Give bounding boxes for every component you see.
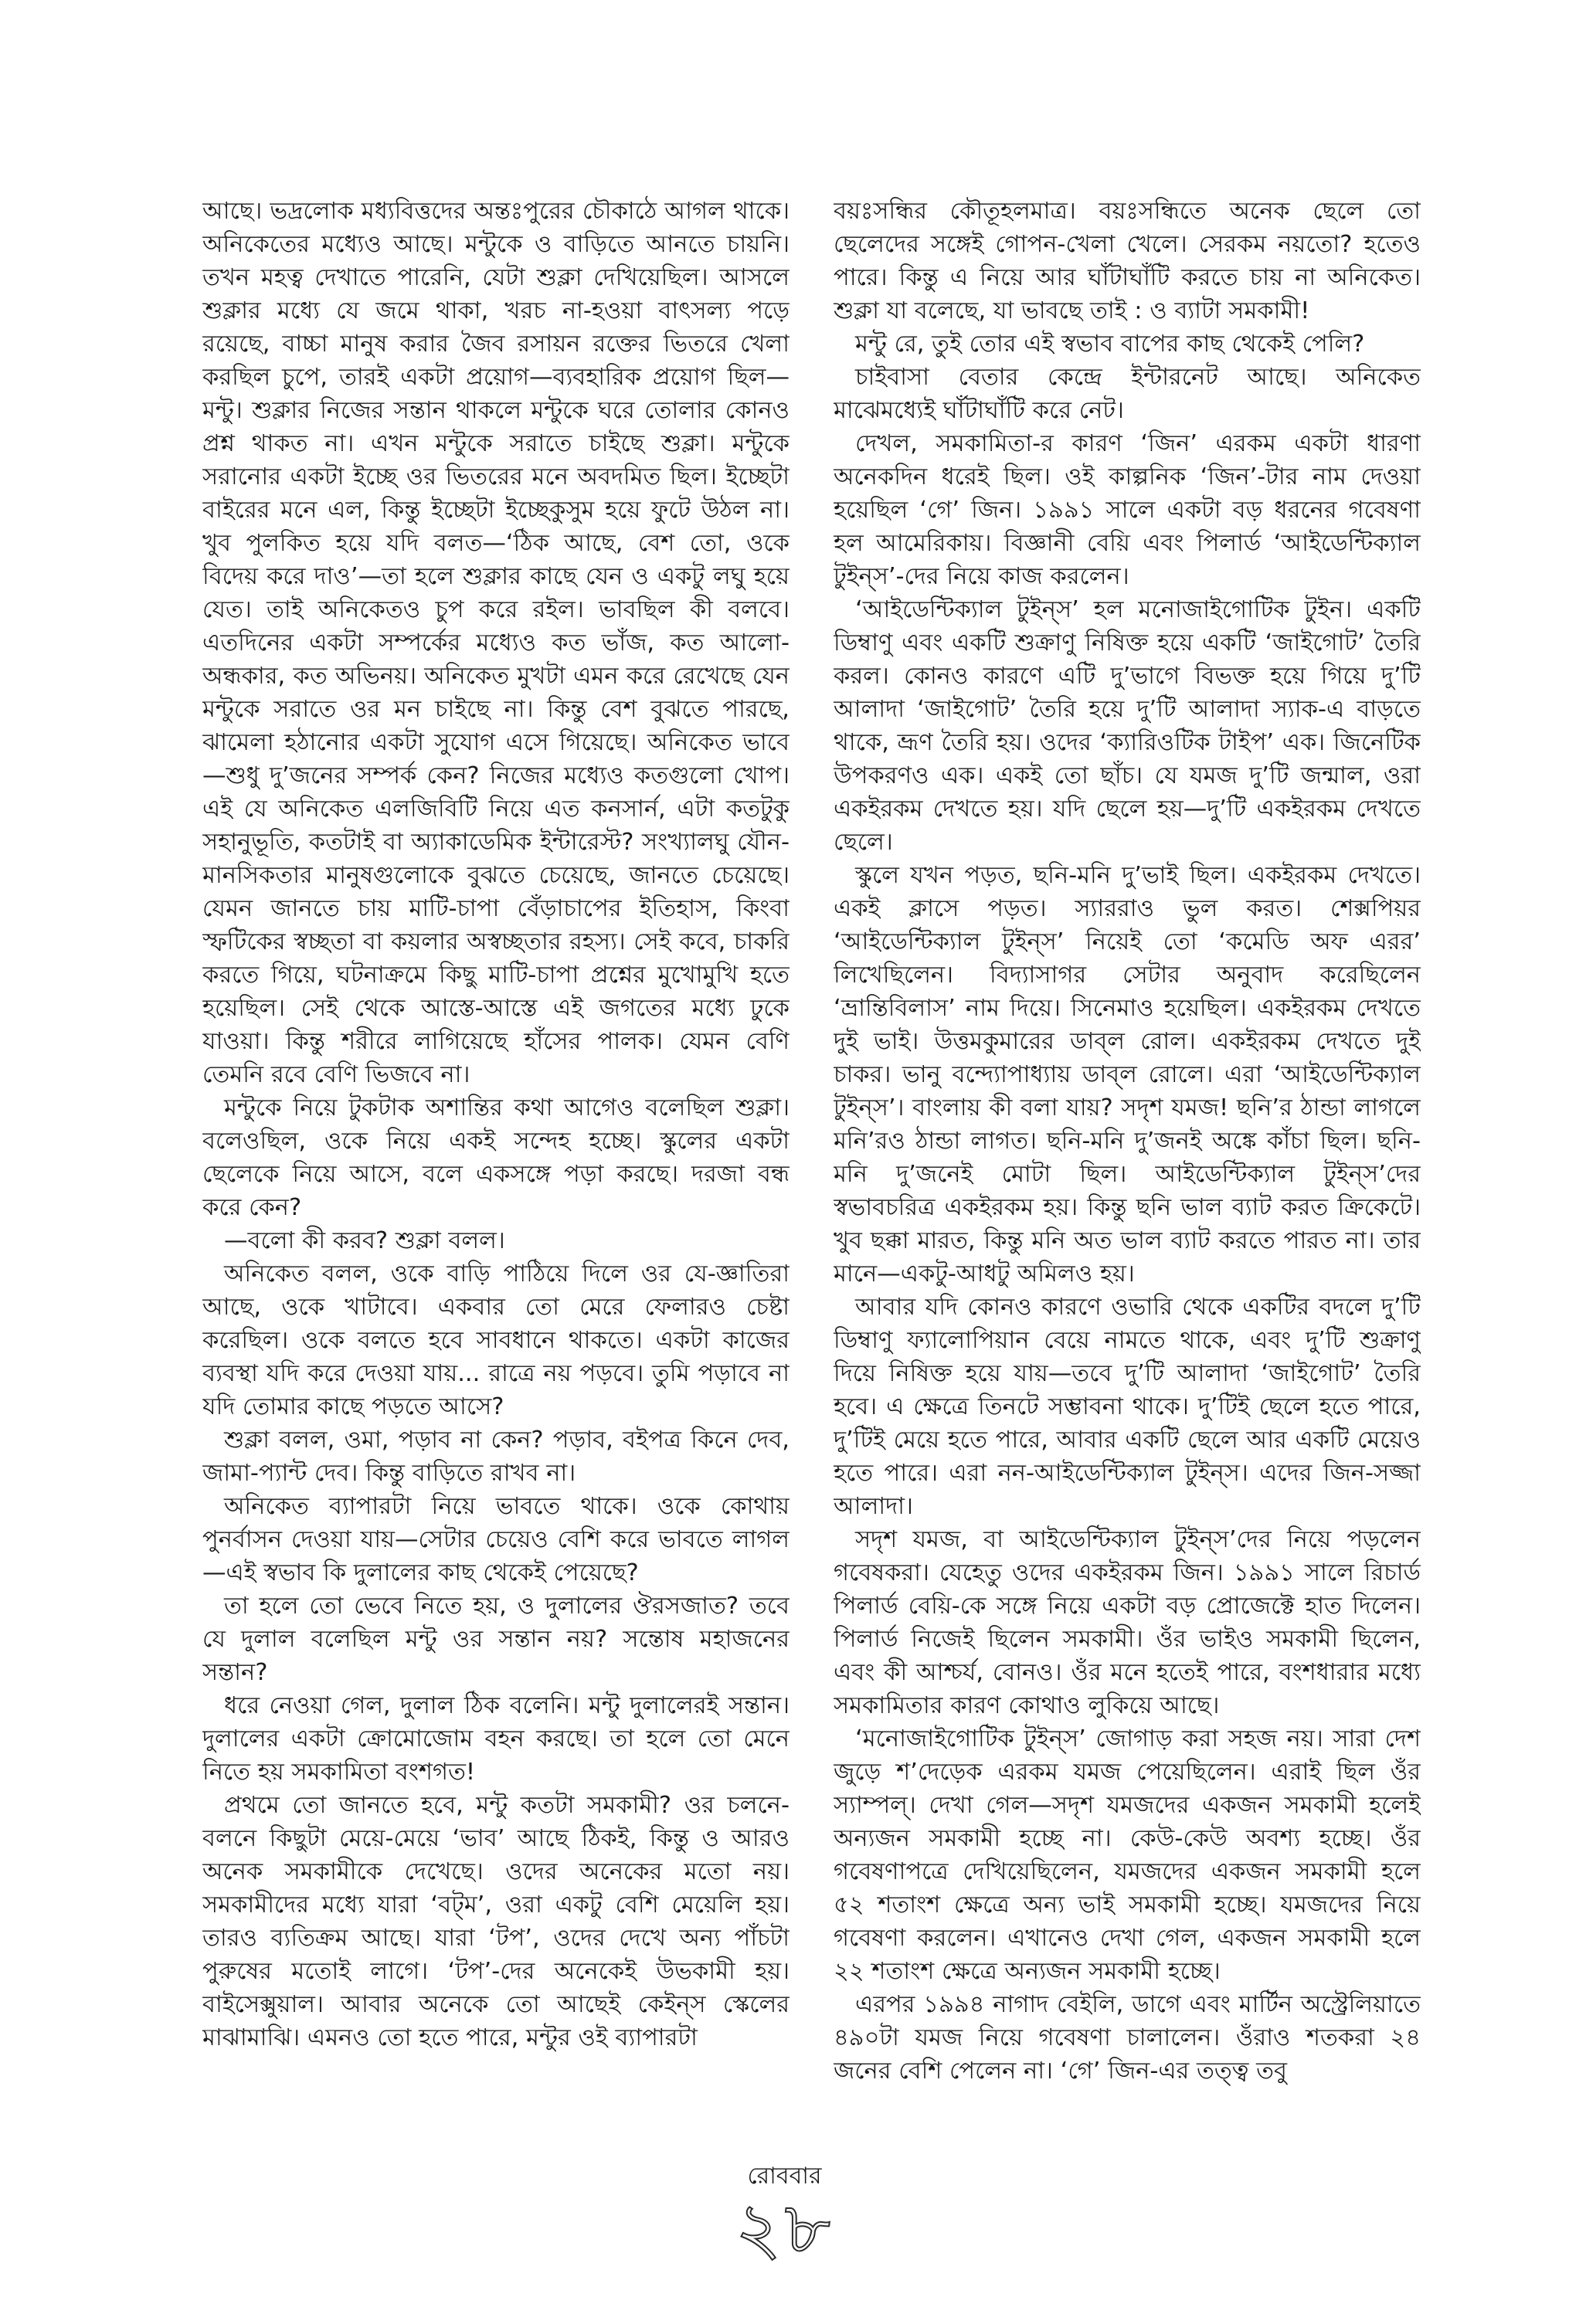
right-paragraph-2: মন্টু রে, তুই তোর এই স্বভাব বাপের কাছ থেকেই পেলি? xyxy=(855,331,1365,358)
left-paragraph-4: অনিকেত বলল, ওকে বাড়ি পাঠিয়ে দিলে ওর যে-জ্ঞাতিরা আছে, ওকে খাটাবে। একবার তো মেরে ফেলারও চেষ্টা করেছিল। ওকে বলতে হবে সাবধানে থাকতে। একটা কাজের ব্যবস্থা যদি করে দেওয়া যায়... রাত্রে নয় পড়বে। তুমি পড়াবে না যদি তোমার কাছে পড়তে আসে? xyxy=(202,1260,790,1420)
left-paragraph-9: প্রথমে তো জানতে হবে, মন্টু কতটা সমকামী? ওর চলনে-বলনে কিছুটা মেয়ে-মেয়ে ‘ভাব’ আছে ঠিকই, কিন্তু ও আরও অনেক সমকামীকে দেখেছে। ওদের অনেকের মতো নয়। সমকামীদের মধ্যে যারা ‘বট্‌ম’, ওরা একটু বেশি মেয়েলি হয়। তারও ব্যতিক্রম আছে। যারা ‘টপ’, ওদের দেখে অন্য পাঁচটা পুরুষের মতোই লাগে। ‘টপ’-দের অনেকেই উভকামী হয়। বাইসেক্সুয়াল। আবার অনেকে তো আছেই কেইন্‌স স্কেলের মাঝামাঝি। এমনও তো হতে পারে, মন্টুর ওই ব্যাপারটা xyxy=(202,1792,790,2051)
left-paragraph-1: আছে। ভদ্রলোক মধ্যবিত্তদের অন্তঃপুরের চৌকাঠে আগল থাকে। অনিকেতের মধ্যেও আছে। মন্টুকে ও বাড়িতে আনতে চায়নি। তখন মহত্ব দেখাতে পারেনি, যেটা শুক্লা দেখিয়েছিল। আসলে শুক্লার মধ্যে যে জমে থাকা, খরচ না-হওয়া বাৎসল্য পড়ে রয়েছে, বাচ্চা মানুষ করার জৈব রসায়ন রক্তের ভিতরে খেলা করছিল চুপে, তারই একটা প্রয়োগ—ব্যবহারিক প্রয়োগ ছিল—মন্টু। শুক্লার নিজের সন্তান থাকলে মন্টুকে ঘরে তোলার কোনও প্রশ্ন থাকত না। এখন মন্টুকে সরাতে চাইছে শুক্লা। মন্টুকে সরানোর একটা ইচ্ছে ওর ভিতরের মনে অবদমিত ছিল। ইচ্ছেটা বাইরের মনে এল, কিন্তু ইচ্ছেটা ইচ্ছেকুসুম হয়ে ফুটে উঠল না। খুব পুলকিত হয়ে যদি বলত—‘ঠিক আছে, বেশ তো, ওকে বিদেয় করে দাও’—তা হলে শুক্লার কাছে যেন ও একটু লঘু হয়ে যেত। তাই অনিকেতও চুপ করে রইল। ভাবছিল কী বলবে। এতদিনের একটা সম্পর্কের মধ্যেও কত ভাঁজ, কত আলো-অন্ধকার, কত অভিনয়। অনিকেত মুখটা এমন করে রেখেছে যেন মন্টুকে সরাতে ওর মন চাইছে না। কিন্তু বেশ বুঝতে পারছে, ঝামেলা হঠানোর একটা সুযোগ এসে গিয়েছে। অনিকেত ভাবে—শুধু দু’জনের সম্পর্ক কেন? নিজের মধ্যেও কতগুলো খোপ। এই যে অনিকেত এলজিবিটি নিয়ে এত কনসার্ন, এটা কতটুকু সহানুভূতি, কতটাই বা অ্যাকাডেমিক ইন্টারেস্ট? সংখ্যালঘু যৌন-মানসিকতার মানুষগুলোকে বুঝতে চেয়েছে, জানতে চেয়েছে। যেমন জানতে চায় মাটি-চাপা বেঁড়াচাপের ইতিহাস, কিংবা স্ফটিকের স্বচ্ছতা বা কয়লার অস্বচ্ছতার রহস্য। সেই কবে, চাকরি করতে গিয়ে, ঘটনাক্রমে কিছু মাটি-চাপা প্রশ্নের মুখোমুখি হতে হয়েছিল। সেই থেকে আস্তে-আস্তে এই জগতের মধ্যে ঢুকে যাওয়া। কিন্তু শরীরে লাগিয়েছে হাঁসের পালক। যেমন বেণি তেমনি রবে বেণি ভিজবে না। xyxy=(202,198,790,1088)
left-paragraph-7: তা হলে তো ভেবে নিতে হয়, ও দুলালের ঔরসজাত? তবে যে দুলাল বলেছিল মন্টু ওর সন্তান নয়? সন্তোষ মহাজনের সন্তান? xyxy=(202,1593,790,1686)
left-paragraph-2: মন্টুকে নিয়ে টুকটাক অশান্তির কথা আগেও বলেছিল শুক্লা। বলেওছিল, ওকে নিয়ে একই সন্দেহ হচ্ছে। স্কুলের একটা ছেলেকে নিয়ে আসে, বলে একসঙ্গে পড়া করছে। দরজা বন্ধ করে কেন? xyxy=(202,1094,790,1221)
right-paragraph-1: বয়ঃসন্ধির কৌতূহলমাত্র। বয়ঃসন্ধিতে অনেক ছেলে তো ছেলেদের সঙ্গেই গোপন-খেলা খেলে। সেরকম নয়তো? হতেও পারে। কিন্তু এ নিয়ে আর ঘাঁটাঘাঁটি করতে চায় না অনিকেত। শুক্লা যা বলেছে, যা ভাবছে তাই : ও ব্যাটা সমকামী! xyxy=(834,198,1421,324)
right-paragraph-4: দেখল, সমকামিতা-র কারণ ‘জিন’ এরকম একটা ধারণা অনেকদিন ধরেই ছিল। ওই কাল্পনিক ‘জিন’-টার নাম দেওয়া হয়েছিল ‘গে’ জিন। ১৯৯১ সালে একটা বড় ধরনের গবেষণা হল আমেরিকায়। বিজ্ঞানী বেয়ি এবং পিলার্ড ‘আইডেন্টিক্যাল টুইন্‌স’-দের নিয়ে কাজ করলেন। xyxy=(834,430,1421,590)
page-footer xyxy=(0,2163,1569,2270)
right-paragraph-10: এরপর ১৯৯৪ নাগাদ বেইলি, ডাগে এবং মার্টিন অস্ট্রেলিয়াতে ৪৯০টা যমজ নিয়ে গবেষণা চালালেন। ওঁরাও শতকরা ২৪ জনের বেশি পেলেন না। ‘গে’ জিন-এর তত্ত্ব তবু xyxy=(834,1991,1421,2085)
left-paragraph-8: ধরে নেওয়া গেল, দুলাল ঠিক বলেনি। মন্টু দুলালেরই সন্তান। দুলালের একটা ক্রোমোজোম বহন করছে। তা হলে তো মেনে নিতে হয় সমকামিতা বংশগত! xyxy=(202,1692,790,1786)
right-paragraph-5: ‘আইডেন্টিক্যাল টুইন্‌স’ হল মনোজাইগোটিক টুইন। একটি ডিম্বাণু এবং একটি শুক্রাণু নিষিক্ত হয়ে একটি ‘জাইগোট’ তৈরি করল। কোনও কারণে এটি দু’ভাগে বিভক্ত হয়ে গিয়ে দু’টি আলাদা ‘জাইগোট’ তৈরি হয়ে দু’টি আলাদা স্যাক-এ বাড়তে থাকে, ভ্রূণ তৈরি হয়। ওদের ‘ক্যারিওটিক টাইপ’ এক। জিনেটিক উপকরণও এক। একই তো ছাঁচ। যে যমজ দু’টি জন্মাল, ওরা একইরকম দেখতে হয়। যদি ছেলে হয়—দু’টি একইরকম দেখতে ছেলে। xyxy=(834,596,1421,856)
left-text-column xyxy=(202,195,790,2110)
left-paragraph-3: —বলো কী করব? শুক্লা বলল। xyxy=(224,1227,505,1254)
right-paragraph-7: আবার যদি কোনও কারণে ওভারি থেকে একটির বদলে দু’টি ডিম্বাণু ফ্যালোপিয়ান বেয়ে নামতে থাকে, এবং দু’টি শুক্রাণু দিয়ে নিষিক্ত হয়ে যায়—তবে দু’টি আলাদা ‘জাইগোট’ তৈরি হবে। এ ক্ষেত্রে তিনটে সম্ভাবনা থাকে। দু’টিই ছেলে হতে পারে, দু’টিই মেয়ে হতে পারে, আবার একটি ছেলে আর একটি মেয়েও হতে পারে। এরা নন-আইডেন্টিক্যাল টুইন্‌স। এদের জিন-সজ্জা আলাদা। xyxy=(834,1294,1421,1520)
right-paragraph-8: সদৃশ যমজ, বা আইডেন্টিক্যাল টুইন্‌স’দের নিয়ে পড়লেন গবেষকরা। যেহেতু ওদের একইরকম জিন। ১৯৯১ সালে রিচার্ড পিলার্ড বেয়ি-কে সঙ্গে নিয়ে একটা বড় প্রোজেক্টে হাত দিলেন। পিলার্ড নিজেই ছিলেন সমকামী। ওঁর ভাইও সমকামী ছিলেন, এবং কী আশ্চর্য, বোনও। ওঁর মনে হতেই পারে, বংশধারার মধ্যে সমকামিতার কারণ কোথাও লুকিয়ে আছে। xyxy=(834,1526,1421,1719)
left-paragraph-5: শুক্লা বলল, ওমা, পড়াব না কেন? পড়াব, বইপত্র কিনে দেব, জামা-প্যান্ট দেব। কিন্তু বাড়িতে রাখব না। xyxy=(202,1427,790,1487)
page-number: ২৮ xyxy=(735,2187,834,2270)
magazine-name: রোববার xyxy=(747,2163,822,2190)
right-paragraph-6: স্কুলে যখন পড়ত, ছনি-মনি দু’ভাই ছিল। একইরকম দেখতে। একই ক্লাসে পড়ত। স্যাররাও ভুল করত। শেক্সপিয়র ‘আইডেন্টিক্যাল টুইন্‌স’ নিয়েই তো ‘কমেডি অফ এরর’ লিখেছিলেন। বিদ্যাসাগর সেটার অনুবাদ করেছিলেন ‘ভ্রান্তিবিলাস’ নাম দিয়ে। সিনেমাও হয়েছিল। একইরকম দেখতে দুই ভাই। উত্তমকুমারের ডাব্‌ল রোল। একইরকম দেখতে দুই চাকর। ভানু বন্দ্যোপাধ্যায় ডাব্‌ল রোলে। এরা ‘আইডেন্টিক্যাল টুইন্‌স’। বাংলায় কী বলা যায়? সদৃশ যমজ! ছনি’র ঠান্ডা লাগলে মনি’রও ঠান্ডা লাগত। ছনি-মনি দু’জনই অঙ্কে কাঁচা ছিল। ছনি-মনি দু’জনেই মোটা ছিল। আইডেন্টিক্যাল টুইন্‌স’দের স্বভাবচরিত্র একইরকম হয়। কিন্তু ছনি ভাল ব্যাট করত ক্রিকেটে। খুব ছক্কা মারত, কিন্তু মনি অত ভাল ব্যাট করতে পারত না। তার মানে—একটু-আধটু অমিলও হয়। xyxy=(834,862,1421,1288)
right-text-column xyxy=(834,195,1421,2110)
right-paragraph-3: চাইবাসা বেতার কেন্দ্রে ইন্টারনেট আছে। অনিকেত মাঝেমধ্যেই ঘাঁটাঘাঁটি করে নেট। xyxy=(834,364,1421,424)
right-paragraph-9: ‘মনোজাইগোটিক টুইন্‌স’ জোগাড় করা সহজ নয়। সারা দেশ জুড়ে শ’দেড়েক এরকম যমজ পেয়েছিলেন। এরাই ছিল ওঁর স্যাম্পল্‌। দেখা গেল—সদৃশ যমজদের একজন সমকামী হলেই অন্যজন সমকামী হচ্ছে না। কেউ-কেউ অবশ্য হচ্ছে। ওঁর গবেষণাপত্রে দেখিয়েছিলেন, যমজদের একজন সমকামী হলে ৫২ শতাংশ ক্ষেত্রে অন্য ভাই সমকামী হচ্ছে। যমজদের নিয়ে গবেষণা করলেন। এখানেও দেখা গেল, একজন সমকামী হলে ২২ শতাংশ ক্ষেত্রে অন্যজন সমকামী হচ্ছে। xyxy=(834,1725,1421,1985)
left-paragraph-6: অনিকেত ব্যাপারটা নিয়ে ভাবতে থাকে। ওকে কোথায় পুনর্বাসন দেওয়া যায়—সেটার চেয়েও বেশি করে ভাবতে লাগল—এই স্বভাব কি দুলালের কাছ থেকেই পেয়েছে? xyxy=(202,1493,790,1586)
